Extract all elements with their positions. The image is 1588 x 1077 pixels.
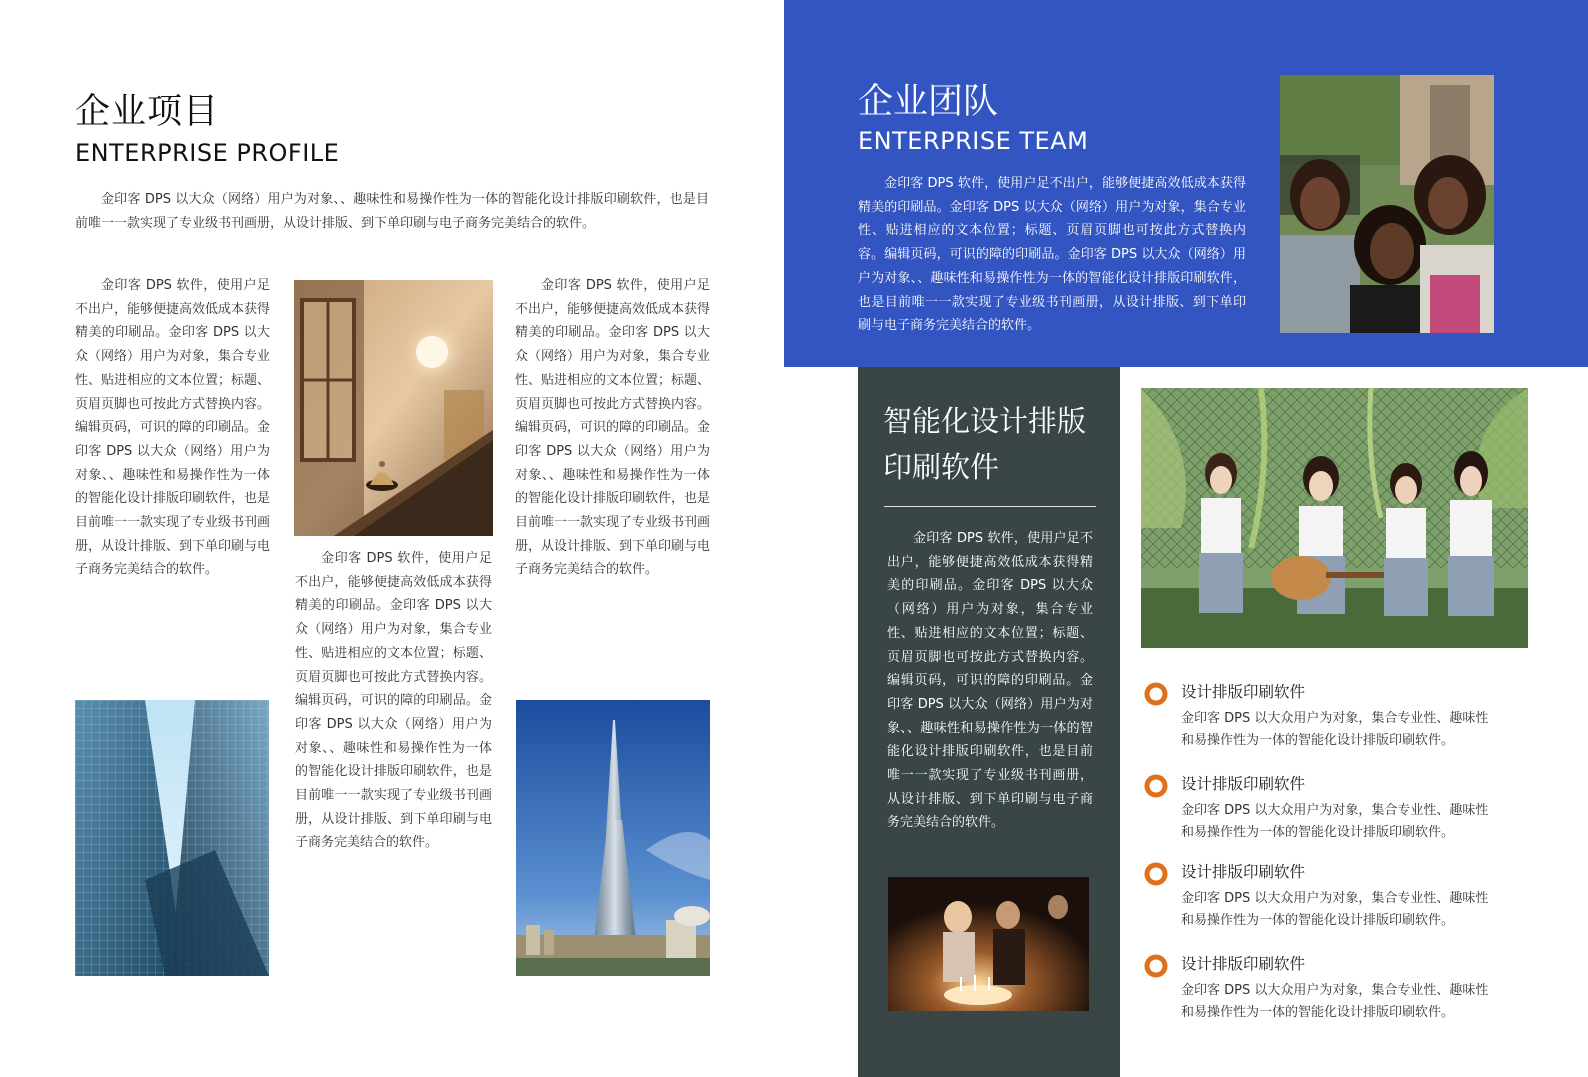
glass-building-photo <box>75 700 269 976</box>
ring-bullet-icon <box>1143 953 1169 979</box>
students-guitar-photo <box>1141 388 1528 648</box>
left-text-column-1: 金印客 DPS 软件，使用户足不出户，能够便捷高效低成本获得精美的印刷品。金印客 DPS 以大众（网络）用户为对象，集合专业性、贴进相应的文本位置；标题、页眉页脚也可按此方式替换内容。编辑页码，可识的障的印刷品。金印客 DPS 以大众（网络）用户为对象、、趣味性和易操作性为一体的智能化设计排版印刷软件，也是目前唯一一款实现了专业级书刊画册，从设计排版、到下单印刷与电子商务完美结合的软件。 <box>75 278 271 578</box>
left-text-column-3: 金印客 DPS 软件，使用户足不出户，能够便捷高效低成本获得精美的印刷品。金印客 DPS 以大众（网络）用户为对象，集合专业性、贴进相应的文本位置；标题、页眉页脚也可按此方式替换内容。编辑页码，可识的障的印刷品。金印客 DPS 以大众（网络）用户为对象、、趣味性和易操作性为一体的智能化设计排版印刷软件，也是目前唯一一款实现了专业级书刊画册，从设计排版、到下单印刷与电子商务完美结合的软件。 <box>515 278 711 578</box>
feature-title: 设计排版印刷软件 <box>1181 683 1306 701</box>
dark-panel-title-line-1: 智能化设计排版 <box>883 404 1087 438</box>
tower-skyscraper-photo <box>516 700 710 976</box>
hotel-lobby-photo <box>294 280 493 536</box>
ring-bullet-icon <box>1143 861 1169 887</box>
right-page-intro: 金印客 DPS 软件，使用户足不出户，能够便捷高效低成本获得精美的印刷品。金印客 DPS 以大众（网络）用户为对象，集合专业性、贴进相应的文本位置；标题、页眉页脚也可按此方式替换内容。编辑页码，可识的障的印刷品。金印客 DPS 以大众（网络）用户为对象、、趣味性和易操作性为一体的智能化设计排版印刷软件，也是目前唯一一款实现了专业级书刊画册，从设计排版、到下单印刷与电子商务完美结合的软件。 <box>858 176 1246 334</box>
party-candles-photo <box>888 877 1089 1011</box>
left-page-intro: 金印客 DPS 以大众（网络）用户为对象、、趣味性和易操作性为一体的智能化设计排版印刷软件，也是目前唯一一款实现了专业级书刊画册，从设计排版、到下单印刷与电子商务完美结合的软件。 <box>75 192 709 231</box>
feature-description: 金印客 DPS 以大众用户为对象，集合专业性、趣味性和易操作性为一体的智能化设计排版印刷软件。 <box>1181 983 1489 1020</box>
ring-bullet-icon <box>1143 773 1169 799</box>
dark-panel-body: 金印客 DPS 软件，使用户足不出户，能够便捷高效低成本获得精美的印刷品。金印客 DPS 以大众（网络）用户为对象，集合专业性、贴进相应的文本位置；标题、页眉页脚也可按此方式替换内容。编辑页码，可识的障的印刷品。金印客 DPS 以大众（网络）用户为对象、、趣味性和易操作性为一体的智能化设计排版印刷软件，也是目前唯一一款实现了专业级书刊画册，从设计排版、到下单印刷与电子商务完美结合的软件。 <box>887 531 1093 831</box>
left-page-title-en: ENTERPRISE PROFILE <box>75 139 340 167</box>
feature-description: 金印客 DPS 以大众用户为对象，集合专业性、趣味性和易操作性为一体的智能化设计排版印刷软件。 <box>1181 891 1489 928</box>
feature-title: 设计排版印刷软件 <box>1181 863 1306 881</box>
friends-group-photo <box>1280 75 1494 333</box>
feature-title: 设计排版印刷软件 <box>1181 775 1306 793</box>
dark-panel-title-line-2: 印刷软件 <box>883 450 1000 484</box>
ring-bullet-icon <box>1143 681 1169 707</box>
feature-description: 金印客 DPS 以大众用户为对象，集合专业性、趣味性和易操作性为一体的智能化设计排版印刷软件。 <box>1181 711 1489 748</box>
feature-title: 设计排版印刷软件 <box>1181 955 1306 973</box>
feature-description: 金印客 DPS 以大众用户为对象，集合专业性、趣味性和易操作性为一体的智能化设计排版印刷软件。 <box>1181 803 1489 840</box>
right-page-title-en: ENTERPRISE TEAM <box>858 127 1089 155</box>
left-text-column-2: 金印客 DPS 软件，使用户足不出户，能够便捷高效低成本获得精美的印刷品。金印客 DPS 以大众（网络）用户为对象，集合专业性、贴进相应的文本位置；标题、页眉页脚也可按此方式替换内容。编辑页码，可识的障的印刷品。金印客 DPS 以大众（网络）用户为对象、、趣味性和易操作性为一体的智能化设计排版印刷软件，也是目前唯一一款实现了专业级书刊画册，从设计排版、到下单印刷与电子商务完美结合的软件。 <box>295 551 492 851</box>
left-page-title-cn: 企业项目 <box>75 92 220 132</box>
right-page-title-cn: 企业团队 <box>858 82 999 122</box>
divider <box>884 506 1096 507</box>
dark-panel-title <box>883 398 1098 490</box>
